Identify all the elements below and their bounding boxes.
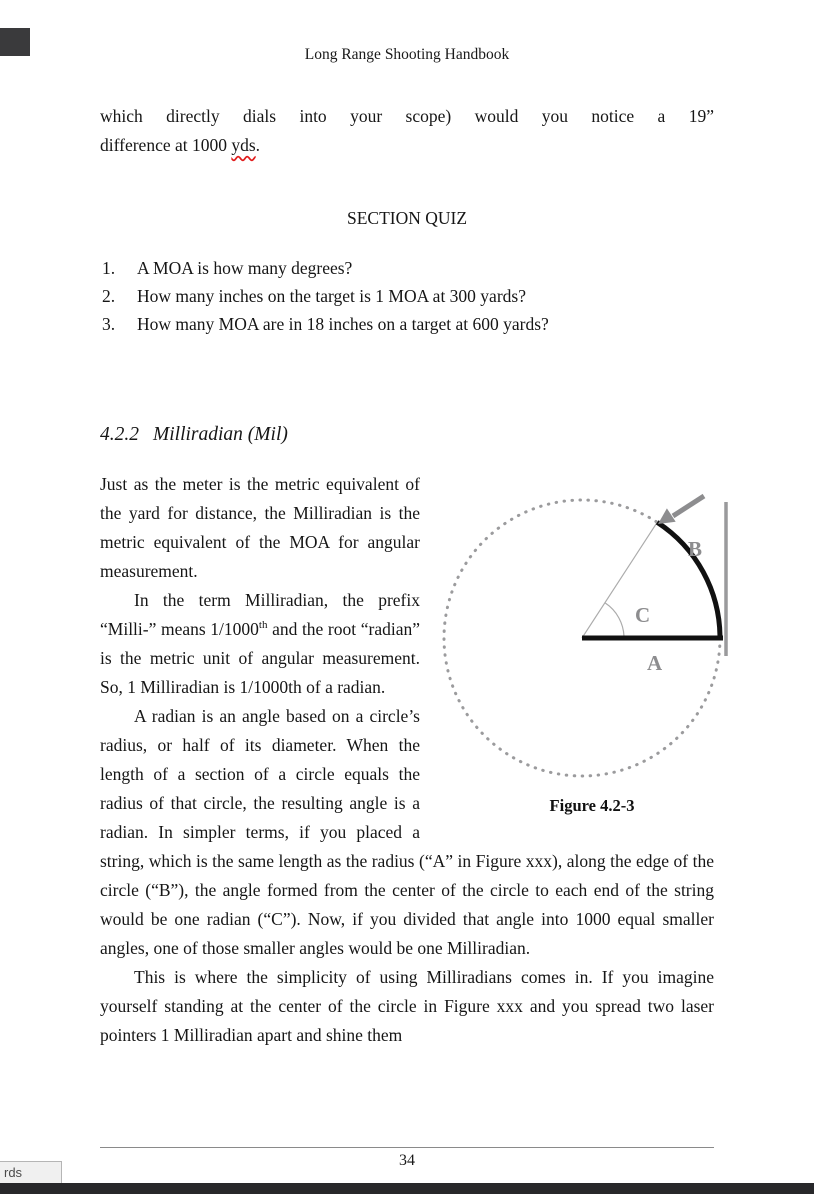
running-header: Long Range Shooting Handbook: [304, 46, 510, 63]
intro-paragraph: [100, 102, 714, 160]
footer-divider: [100, 1147, 714, 1148]
body-paragraph-3: A radian is an angle based on a circle’s radius, or half of its diameter. When the length of a section of a circle equals the radius of that circle, the resulting angle is a radian. In simpler terms, if you placed a string, which is the same length as the radius (“A” in Figure xxx), along the edge of the circle (“B”), the angle formed from the center of the circle to each end of the string would be one radian (“C”). Now, if you divided that angle into 1000 equal smaller angles, one of those smaller angles would be one Milliradian.: [100, 706, 714, 958]
figure-caption: Figure 4.2-3: [549, 796, 635, 815]
small-angle-arc-shape: [605, 603, 624, 638]
section-quiz-heading: SECTION QUIZ: [346, 208, 468, 228]
quiz-item-text: How many inches on the target is 1 MOA at 300 yards?: [137, 286, 526, 306]
quiz-item-number: 1.: [102, 258, 116, 278]
quiz-item: [102, 282, 714, 310]
misspelled-word: yds: [231, 135, 256, 155]
quiz-list: [100, 254, 714, 338]
section-heading: [100, 422, 714, 448]
quiz-item-number: 3.: [102, 314, 116, 334]
radian-diagram: [442, 476, 742, 780]
window-corner-artifact: [0, 28, 30, 56]
bottom-bar-artifact: [0, 1183, 814, 1194]
arrow-head-icon: [658, 508, 676, 524]
para2-superscript: th: [258, 619, 268, 632]
page-number: 34: [399, 1152, 415, 1169]
quiz-item-text: A MOA is how many degrees?: [137, 258, 353, 278]
quiz-item: [102, 254, 714, 282]
para2-text-before-sup: In the term Milliradian, the prefix “Milli-” means 1/1000: [100, 590, 420, 639]
intro-line-2-end: .: [255, 135, 261, 155]
section-number: 4.2.2: [100, 424, 139, 445]
body-paragraph-4: This is where the simplicity of using Milliradians comes in. If you imagine yourself standing at the center of the circle in Figure xxx and you spread two laser pointers 1 Milliradian apart and shine them: [100, 967, 714, 1045]
intro-line-1: which directly dials into your scope) would you notice a 19”: [100, 106, 714, 126]
label-b: B: [688, 537, 703, 561]
status-tooltip: rds: [0, 1161, 62, 1184]
para2-text-after-sup: and the root “radian” is the metric unit of angular measurement. So, 1 Milliradian is 1/1000th of a radian.: [100, 619, 420, 697]
label-a: A: [647, 651, 663, 675]
body-text: [100, 470, 714, 1050]
label-c: C: [635, 603, 651, 627]
body-paragraph-1: Just as the meter is the metric equivalent of the yard for distance, the Milliradian is the metric equivalent of the MOA for angular measurement.: [100, 474, 420, 581]
arrow-tail-shape: [673, 496, 704, 516]
quiz-item-number: 2.: [102, 286, 116, 306]
quiz-item-text: How many MOA are in 18 inches on a target at 600 yards?: [137, 314, 549, 334]
quiz-item: [102, 310, 714, 338]
section-title: Milliradian (Mil): [153, 424, 288, 445]
figure-4-2-3: [442, 476, 742, 820]
intro-line-2-start: difference at 1000: [100, 135, 232, 155]
